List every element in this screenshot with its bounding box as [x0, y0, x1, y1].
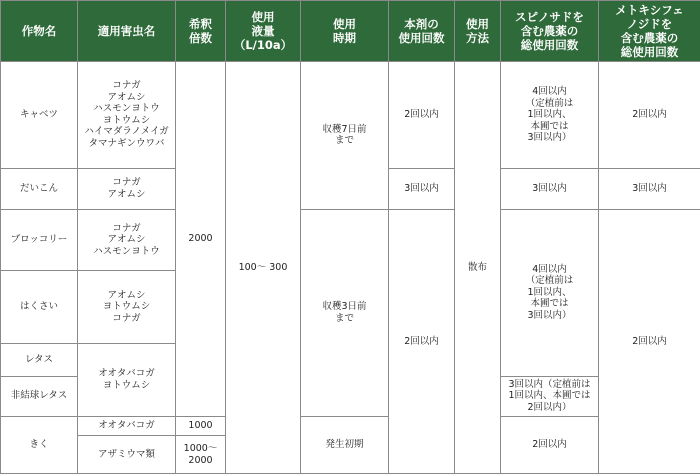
spinosad-cell: 4回以内 （定植前は 1回以内、 本圃では 3回以内） — [501, 62, 599, 169]
header-uses: 本剤の 使用回数 — [389, 1, 455, 62]
crop-cell: ブロッコリー — [1, 209, 78, 270]
pest-cell: コナガ アオムシ ハスモンヨトウ ヨトウムシ ハイマダラノメイガ タマナギンウワバ — [78, 62, 176, 169]
pest-cell: コナガ アオムシ — [78, 168, 176, 209]
uses-cell: 2回以内 — [389, 62, 455, 169]
table-row — [1, 62, 700, 169]
header-dilution: 希釈 倍数 — [176, 1, 226, 62]
pest-cell: オオタバコガ — [78, 416, 176, 435]
header-spinosad-total: スピノサドを 含む農薬の 総使用回数 — [501, 1, 599, 62]
header-row — [1, 1, 700, 62]
header-liquid-volume: 使用 液量 （L/10a） — [226, 1, 301, 62]
pest-cell: アオムシ ヨトウムシ コナガ — [78, 271, 176, 344]
header-method: 使用 方法 — [455, 1, 501, 62]
pest-cell: アザミウマ類 — [78, 436, 176, 474]
table-row — [1, 416, 700, 435]
spinosad-cell: 3回以内（定植前は 1回以内、本圃では 2回以内） — [501, 376, 599, 416]
table-row — [1, 209, 700, 270]
timing-cell: 収穫7日前 まで — [301, 62, 389, 210]
spinosad-cell: 4回以内 （定植前は 1回以内、 本圃では 3回以内） — [501, 209, 599, 376]
header-target-pests: 適用害虫名 — [78, 1, 176, 62]
timing-cell: 発生初期 — [301, 416, 389, 473]
pest-cell: オオタバコガ ヨトウムシ — [78, 343, 176, 416]
timing-cell: 収穫3日前 まで — [301, 209, 389, 416]
header-methoxyfenozide-total: メトキシフェ ノジドを 含む農薬の 総使用回数 — [599, 1, 700, 62]
dilution-cell: 1000～ 2000 — [176, 436, 226, 474]
methoxyfenozide-cell: 3回以内 — [599, 168, 700, 209]
pest-cell: コナガ アオムシ ハスモンヨトウ — [78, 209, 176, 270]
method-cell: 散布 — [455, 62, 501, 474]
uses-cell: 2回以内 — [389, 209, 455, 473]
crop-cell: きく — [1, 416, 78, 473]
volume-cell: 100～ 300 — [226, 62, 301, 474]
methoxyfenozide-cell: 2回以内 — [599, 62, 700, 169]
uses-cell: 3回以内 — [389, 168, 455, 209]
header-timing: 使用 時期 — [301, 1, 389, 62]
dilution-cell: 1000 — [176, 416, 226, 435]
crop-cell: レタス — [1, 343, 78, 376]
crop-cell: はくさい — [1, 271, 78, 344]
crop-cell: だいこん — [1, 168, 78, 209]
dilution-cell: 2000 — [176, 62, 226, 417]
methoxyfenozide-cell: 2回以内 — [599, 209, 700, 473]
spinosad-cell: 3回以内 — [501, 168, 599, 209]
crop-cell: 非結球レタス — [1, 376, 78, 416]
header-crop-name: 作物名 — [1, 1, 78, 62]
crop-cell: キャベツ — [1, 62, 78, 169]
spinosad-cell: 2回以内 — [501, 416, 599, 473]
